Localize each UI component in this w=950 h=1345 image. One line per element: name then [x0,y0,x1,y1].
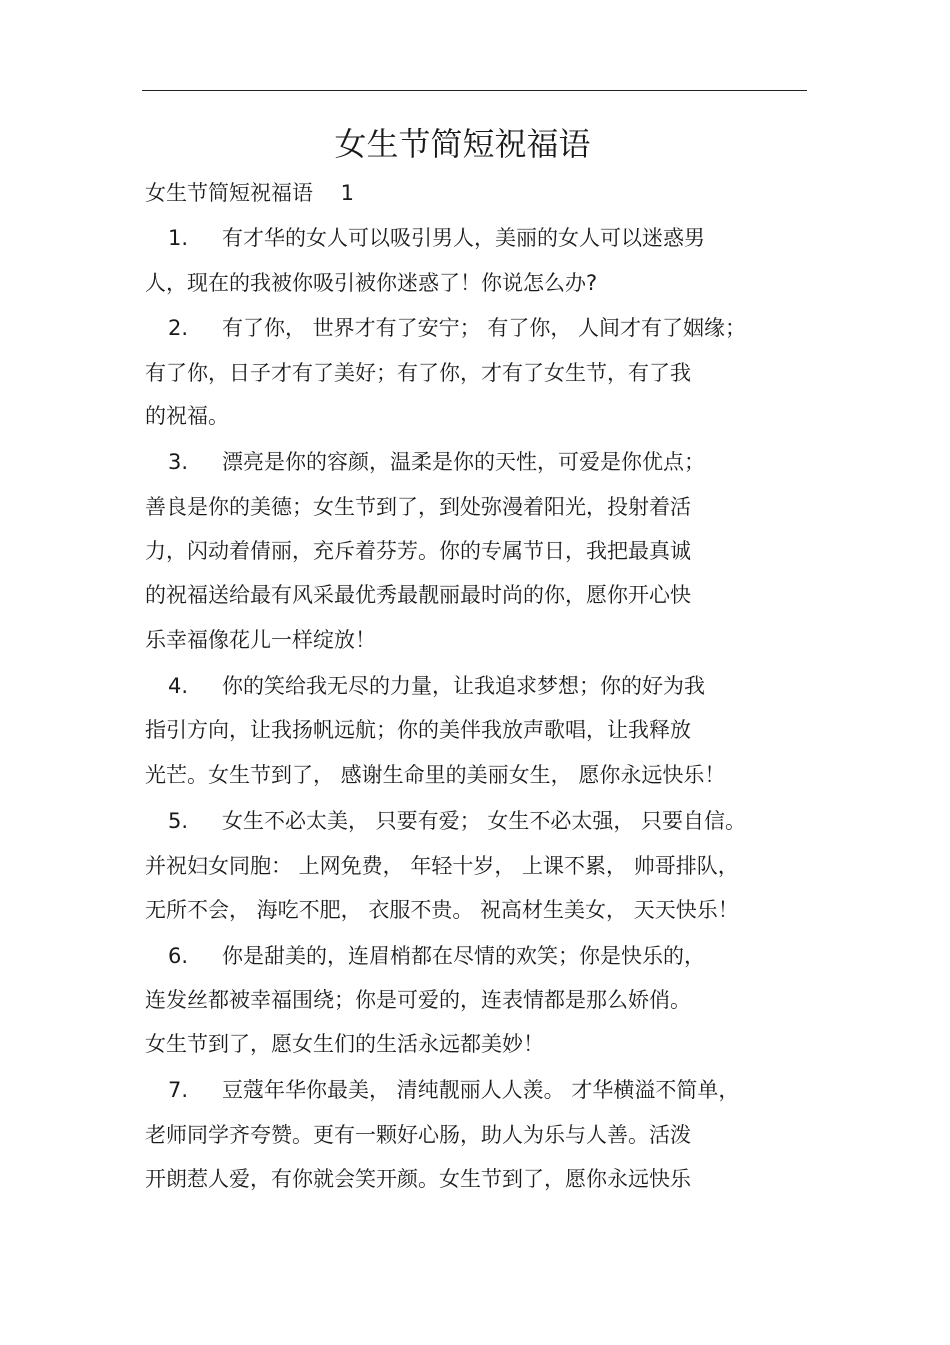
item-6-line-3: 女生节到了，愿女生们的生活永远都美妙！ [145,1032,544,1056]
item-3-number: 3. [168,450,189,474]
item-1-line-1: 有才华的女人可以吸引男人，美丽的女人可以迷惑男 [222,226,705,250]
item-4-line-2: 指引方向，让我扬帆远航；你的美伴我放声歌唱，让我释放 [145,718,691,742]
item-3-line-3: 力，闪动着倩丽，充斥着芬芳。你的专属节日，我把最真诚 [145,539,691,563]
header-rule [142,90,807,91]
item-2-line-2: 有了你，日子才有了美好；有了你，才有了女生节，有了我 [145,361,691,385]
item-7-line-3: 开朗惹人爱，有你就会笑开颜。女生节到了，愿你永远快乐 [145,1167,691,1191]
item-3-line-2: 善良是你的美德；女生节到了，到处弥漫着阳光，投射着活 [145,495,691,519]
item-6-line-1: 你是甜美的，连眉梢都在尽情的欢笑；你是快乐的， [222,944,705,968]
item-5-line-3: 无所不会， 海吃不肥， 衣服不贵。 祝高材生美女， 天天快乐！ [145,898,739,922]
item-2-line-3: 的祝福。 [145,404,229,428]
item-3-line-1: 漂亮是你的容颜，温柔是你的天性，可爱是你优点； [222,450,705,474]
item-7-line-2: 老师同学齐夸赞。更有一颗好心肠，助人为乐与人善。活泼 [145,1123,691,1147]
item-3-line-5: 乐幸福像花儿一样绽放！ [145,628,376,652]
section-heading: 女生节简短祝福语 1 [145,181,355,205]
item-4-line-3: 光芒。女生节到了， 感谢生命里的美丽女生， 愿你永远快乐！ [145,763,726,787]
item-2-number: 2. [168,316,189,340]
item-4-line-1: 你的笑给我无尽的力量，让我追求梦想；你的好为我 [222,674,705,698]
item-4-number: 4. [168,674,189,698]
item-6-line-2: 连发丝都被幸福围绕；你是可爱的，连表情都是那么娇俏。 [145,988,691,1012]
item-2-line-1: 有了你， 世界才有了安宁； 有了你， 人间才有了姻缘； [222,316,747,340]
item-1-number: 1. [168,226,189,250]
item-5-number: 5. [168,809,189,833]
item-3-line-4: 的祝福送给最有风采最优秀最靓丽最时尚的你，愿你开心快 [145,583,691,607]
item-1-line-2: 人，现在的我被你吸引被你迷惑了！你说怎么办? [145,271,598,295]
item-7-line-1: 豆蔻年华你最美， 清纯靓丽人人羡。 才华横溢不简单， [222,1078,740,1102]
item-7-number: 7. [168,1078,189,1102]
item-5-line-1: 女生不必太美， 只要有爱； 女生不必太强， 只要自信。 [222,809,747,833]
item-5-line-2: 并祝妇女同胞： 上网免费， 年轻十岁， 上课不累， 帅哥排队， [145,854,739,878]
item-6-number: 6. [168,944,189,968]
document-title: 女生节简短祝福语 [334,125,591,163]
